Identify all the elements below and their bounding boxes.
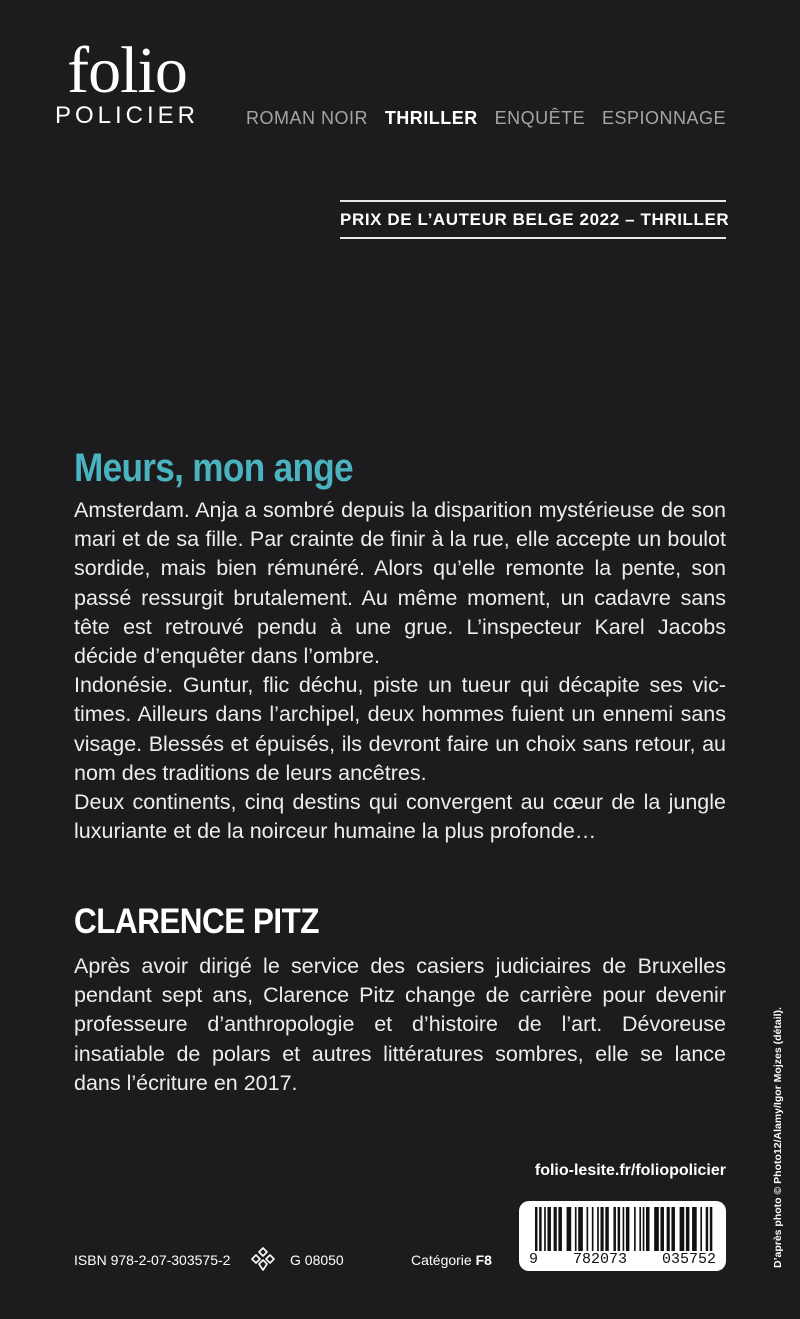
barcode-bar <box>643 1207 645 1251</box>
logo-series: POLICIER <box>54 102 200 129</box>
genre-list <box>246 108 726 129</box>
genre-roman-noir: ROMAN NOIR <box>246 108 368 128</box>
barcode-bar <box>605 1207 608 1251</box>
g-code: G 08050 <box>290 1252 344 1268</box>
barcode-digit-group: 9 <box>529 1251 539 1268</box>
isbn: ISBN 978-2-07-303575-2 <box>74 1252 231 1268</box>
barcode <box>519 1201 726 1271</box>
synopsis-paragraph: Amsterdam. Anja a sombré depuis la disparition mystérieuse de son mari et de sa fille. Par crainte de finir à la rue, elle accepte un boulot sordide, mais bien rémunéré. Alors qu’elle remonte la pente, son passé ressurgit brutalement. Au même moment, un cadavre sans tête est retrouvé pendu à une grue. L’inspecteur Karel Jacobs décide d’enquêter dans l’ombre. <box>74 498 726 669</box>
barcode-bar <box>600 1207 603 1251</box>
synopsis <box>74 496 726 846</box>
photo-credit: D’après photo © Photo12/Alamy/Igor Mojzes (détail). <box>772 1007 784 1268</box>
barcode-bar <box>626 1207 629 1251</box>
barcode-bar <box>587 1207 589 1251</box>
barcode-bar <box>671 1207 674 1251</box>
barcode-bar <box>597 1207 599 1251</box>
barcode-bar <box>667 1207 670 1251</box>
barcode-bar <box>646 1207 649 1251</box>
barcode-bar <box>547 1207 550 1251</box>
synopsis-paragraph: Deux continents, cinq destins qui convergent au cœur de la jungle luxuriante et de la noirceur humaine la plus profonde… <box>74 790 726 844</box>
logo-brand: folio <box>67 34 187 107</box>
barcode-bar <box>692 1207 697 1251</box>
gallimard-logo-icon <box>250 1246 276 1272</box>
author-name: CLARENCE PITZ <box>74 902 319 941</box>
category <box>411 1252 492 1268</box>
barcode-bar <box>660 1207 663 1251</box>
genre-espionnage: ESPIONNAGE <box>601 108 726 128</box>
barcode-bar <box>680 1207 685 1251</box>
barcode-bar <box>686 1207 689 1251</box>
genre-enquete: ENQUÊTE <box>494 108 586 128</box>
barcode-bar <box>554 1207 557 1251</box>
category-value: F8 <box>475 1252 492 1268</box>
barcode-bar <box>618 1207 620 1251</box>
barcode-bar <box>544 1207 546 1251</box>
genre-thriller: THRILLER <box>384 108 478 128</box>
category-label: Catégorie <box>411 1252 472 1268</box>
barcode-digit-group: 035752 <box>661 1251 716 1268</box>
barcode-bar <box>535 1207 537 1251</box>
barcode-bar <box>575 1207 577 1251</box>
barcode-bar <box>634 1207 636 1251</box>
barcode-bar <box>700 1207 702 1251</box>
barcode-bar <box>654 1207 659 1251</box>
synopsis-paragraph: Indonésie. Guntur, flic déchu, piste un tueur qui décapite ses victimes. Ailleurs dans l’archipel, deux hommes fuient un ennemi sans visage. Blessés et épuisés, ils devront faire un choix sans retour, au nom des traditions de leurs ancêtres. <box>74 673 726 785</box>
barcode-bar <box>710 1207 712 1251</box>
barcode-bar <box>539 1207 541 1251</box>
barcode-digits <box>529 1251 716 1268</box>
folio-policier-logo <box>52 34 202 130</box>
website-url: folio-lesite.fr/foliopolicier <box>534 1162 726 1179</box>
barcode-bar <box>558 1207 561 1251</box>
barcode-bar <box>706 1207 708 1251</box>
barcode-bar <box>623 1207 625 1251</box>
barcode-bar <box>567 1207 572 1251</box>
barcode-digit-group: 782073 <box>572 1251 627 1268</box>
barcode-bar <box>578 1207 583 1251</box>
author-bio: Après avoir dirigé le service des casiers judiciaires de Bruxelles pendant sept ans, Clarence Pitz change de carrière pour devenir professeure d’anthropologie et d’histoire de l’art. Dévoreuse insatiable de polars et autres littératures sombres, elle se lance dans l’écriture en 2017. <box>74 954 726 1095</box>
barcode-bar <box>592 1207 594 1251</box>
book-title: Meurs, mon ange <box>74 446 353 490</box>
barcode-bar <box>639 1207 641 1251</box>
award-banner: PRIX DE L’AUTEUR BELGE 2022 – THRILLER <box>340 200 726 239</box>
barcode-bar <box>613 1207 615 1251</box>
